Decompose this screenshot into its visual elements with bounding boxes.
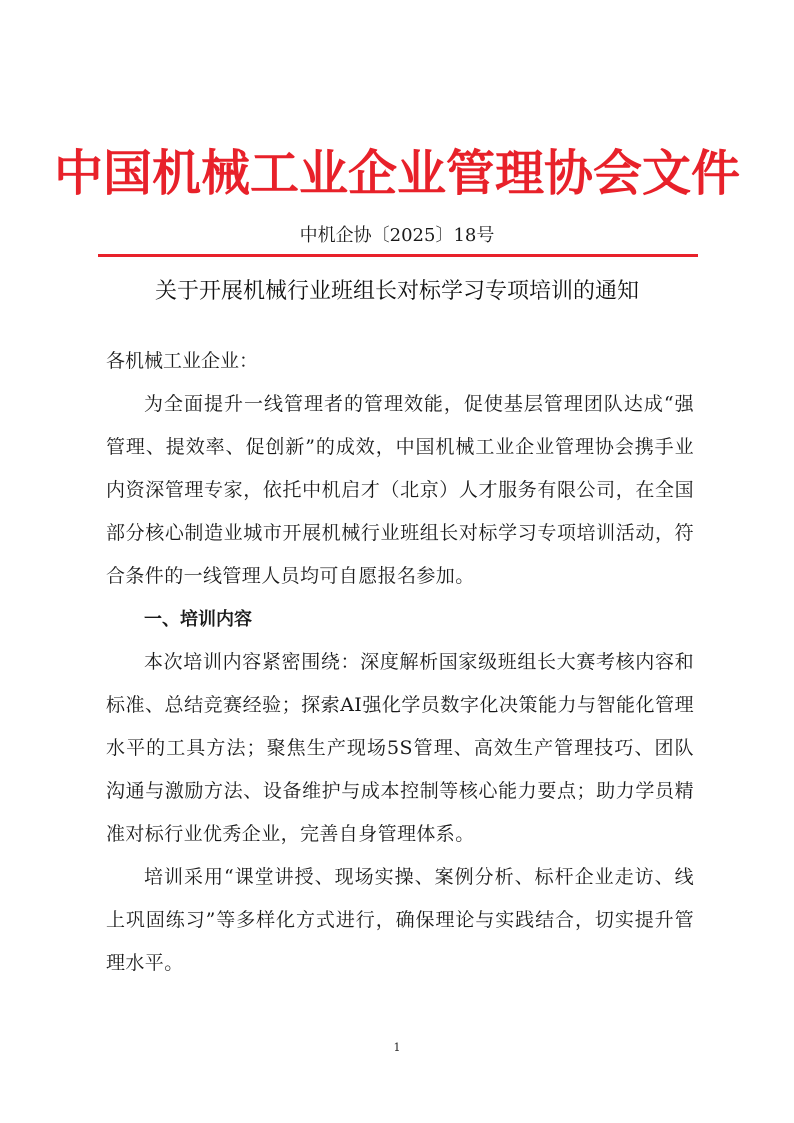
document-number: 中机企协〔2025〕18号 (299, 225, 495, 246)
notice-title: 关于开展机械行业班组长对标学习专项培训的通知 (154, 279, 639, 304)
intro-paragraph: 为全面提升一线管理者的管理效能，促使基层管理团队达成“强管理、提效率、促创新”的成效，中国机械工业企业管理协会携手业内资深管理专家，依托中机启才（北京）人才服务有限公司，在全国部分核心制造业城市开展机械行业班组长对标学习专项培训活动，符合条件的一线管理人员均可自愿报名参加。 (106, 393, 694, 587)
red-divider-line (98, 254, 698, 257)
training-content-paragraph: 本次培训内容紧密围绕：深度解析国家级班组长大赛考核内容和标准、总结竞赛经验；探索AI强化学员数字化决策能力与智能化管理水平的工具方法；聚焦生产现场5S管理、高效生产管理技巧、团队沟通与激励方法、设备维护与成本控制等核心能力要点；助力学员精准对标行业优秀企业，完善自身管理体系。 (106, 651, 694, 845)
page-number: 1 (393, 1041, 401, 1054)
notice-body (106, 340, 694, 985)
training-method-paragraph: 培训采用“课堂讲授、现场实操、案例分析、标杆企业走访、线上巩固练习”等多样化方式进行，确保理论与实践结合，切实提升管理水平。 (106, 866, 694, 974)
section-heading-training-content: 一、培训内容 (144, 609, 252, 630)
salutation: 各机械工业企业： (106, 350, 259, 372)
organization-header: 中国机械工业企业管理协会文件 (53, 144, 740, 202)
